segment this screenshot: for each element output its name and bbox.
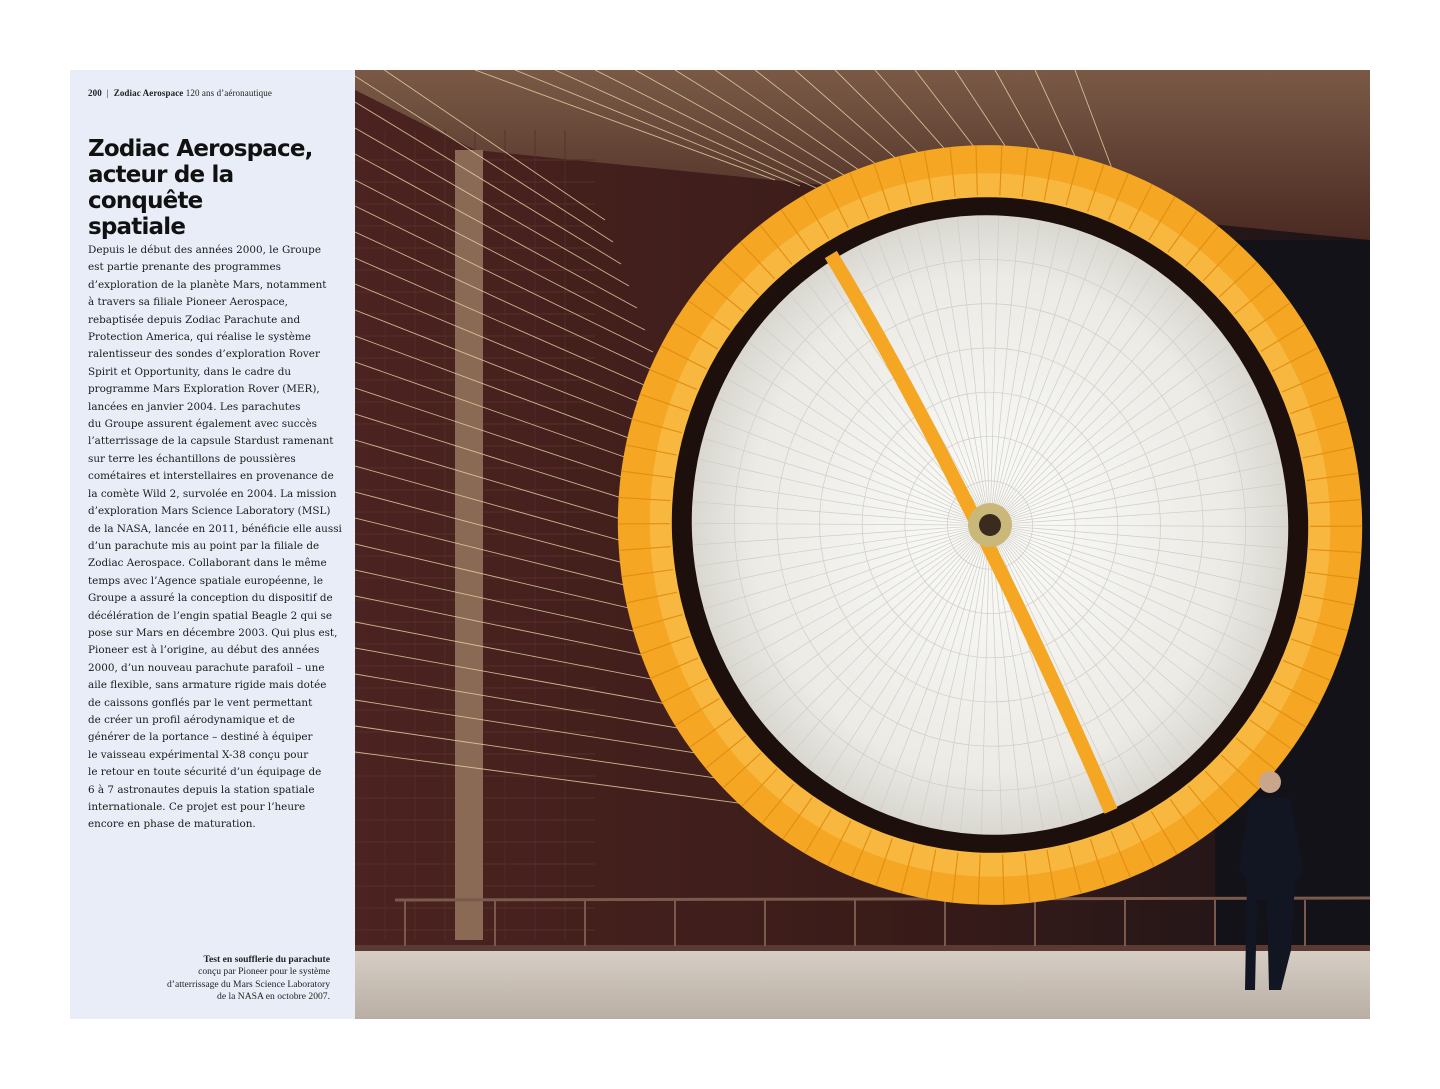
body-line: à travers sa filiale Pioneer Aerospace, [88, 296, 288, 309]
header-book-title: 120 ans d’aéronautique [185, 88, 272, 98]
body-line: sur terre les échantillons de poussières [88, 452, 296, 465]
article-title [88, 136, 348, 240]
parachute-wind-tunnel-image [355, 70, 1370, 1019]
body-line: programme Mars Exploration Rover (MER), [88, 383, 320, 396]
header-brand: Zodiac Aerospace [113, 88, 184, 98]
body-line: d’exploration Mars Science Laboratory (MSL) [88, 505, 331, 518]
header-separator: | [106, 88, 109, 98]
caption-line: conçu par Pioneer pour le système [198, 966, 330, 978]
body-line: Depuis le début des années 2000, le Groupe [88, 244, 321, 256]
running-header [88, 88, 272, 98]
body-line: cométaires et interstellaires en provenance de [88, 470, 334, 483]
body-line: de la NASA, lancée en 2011, bénéficie elle aussi [88, 522, 342, 535]
body-line: est partie prenante des programmes [88, 261, 282, 274]
photo-caption [90, 954, 330, 1003]
body-line: lancées en janvier 2004. Les parachutes [88, 400, 301, 413]
body-line: temps avec l’Agence spatiale européenne, le [88, 574, 323, 587]
body-line: internationale. Ce projet est pour l’heure [88, 801, 306, 813]
title-line: acteur de la conquête [88, 162, 234, 214]
body-line: Zodiac Aerospace. Collaborant dans le même [88, 557, 327, 570]
article-body [88, 242, 342, 834]
body-line: 6 à 7 astronautes depuis la station spatiale [88, 783, 315, 796]
parachute-photo [355, 70, 1370, 1019]
body-line: la comète Wild 2, survolée en 2004. La mission [88, 487, 337, 500]
body-line: d’un parachute mis au point par la filiale de [88, 539, 320, 552]
body-line: d’exploration de la planète Mars, notamment [88, 278, 327, 291]
text-column [70, 70, 355, 1019]
caption-line: d’atterrissage du Mars Science Laboratory [166, 978, 330, 990]
body-line: l’atterrissage de la capsule Stardust ramenant [88, 435, 334, 448]
page-number: 200 [88, 88, 102, 98]
body-line: 2000, d’un nouveau parachute parafoil – une [88, 661, 325, 674]
body-line: générer de la portance – destiné à équiper [88, 731, 313, 744]
magazine-spread [70, 70, 1370, 1019]
body-line: aile flexible, sans armature rigide mais dotée [88, 679, 327, 692]
body-line: le retour en toute sécurité d’un équipage de [88, 766, 322, 779]
tunnel-floor [355, 948, 1370, 1019]
body-line: de caissons gonflés par le vent permettant [88, 696, 313, 709]
body-line: décélération de l’engin spatial Beagle 2 qui se [88, 609, 332, 622]
body-line: rebaptisée depuis Zodiac Parachute and [88, 313, 301, 326]
floor-edge [355, 945, 1370, 951]
body-line: de créer un profil aérodynamique et de [88, 713, 295, 726]
body-line: le vaisseau expérimental X-38 conçu pour [88, 748, 309, 761]
body-line: Spirit et Opportunity, dans le cadre du [88, 365, 292, 378]
title-line: spatiale [88, 214, 186, 240]
body-line: Pioneer est à l’origine, au début des années [88, 644, 320, 657]
body-line: pose sur Mars en décembre 2003. Qui plus est, [88, 626, 338, 639]
body-line: ralentisseur des sondes d’exploration Rover [88, 348, 320, 361]
caption-line: de la NASA en octobre 2007. [217, 990, 330, 1002]
body-line: du Groupe assurent également avec succès [88, 418, 317, 431]
body-line: Protection America, qui réalise le système [88, 331, 311, 344]
body-line: Groupe a assuré la conception du dispositif de [88, 592, 333, 605]
body-line: encore en phase de maturation. [88, 818, 256, 831]
caption-lead: Test en soufflerie du parachute [203, 954, 330, 965]
title-line: Zodiac Aerospace, [88, 136, 313, 162]
